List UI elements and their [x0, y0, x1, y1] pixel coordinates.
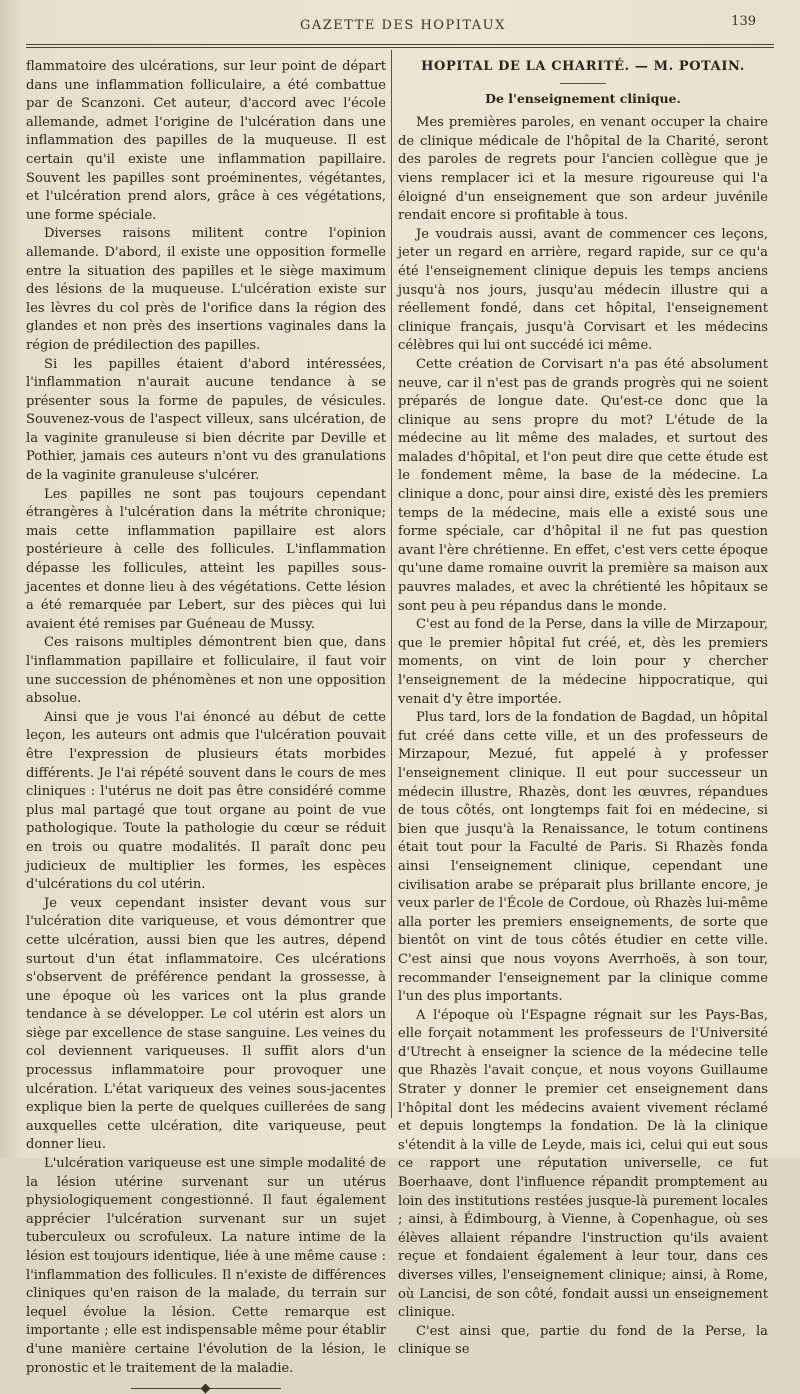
paragraph: Je veux cependant insister devant vous sur l'ulcération dite variqueuse, et vous démontrer que cette ulcération, aussi bien que les autres, dépend surtout d'un état inflammatoire. Ces ulcérations s'observent de préférence pendant la grossesse, à une époque où les varices ont la plus grande tendance à se développer. Le col utérin est alors un siège par excellence de stase sanguine. Les veines du col deviennent variqueuses. Il suffit alors d'un processus inflammatoire pour provoquer une ulcération. L'état variqueux des veines sous-jacentes explique bien la perte de quelques cuillerées de sang auxquelles cette ulcération, dite variqueuse, peut donner lieu.	[26, 895, 386, 1153]
paragraph: Cette création de Corvisart n'a pas été absolument neuve, car il n'est pas de grands progrès qui ne soient préparés de longue date. Qu'est-ce donc que la clinique au sens propre du mot? L'étude de la médecine au lit même des malades, et surtout des malades d'hôpital, et l'on peut dire que cette étude est le fondement même, la base de la médecine. La clinique a donc, pour ainsi dire, existé dès les premiers temps de la médecine, mais elle a existé sous une forme spéciale, car d'hôpital il ne fut pas question avant l'ère chrétienne. En effet, c'est vers cette époque qu'une dame romaine ouvrit la première sa maison aux pauvres malades, et avec la chrétienté les hôpitaux se sont peu à peu répandus dans le monde.	[398, 356, 768, 614]
header-rule	[26, 44, 774, 48]
journal-title: GAZETTE DES HOPITAUX	[300, 18, 506, 33]
paragraph: C'est au fond de la Perse, dans la ville de Mirzapour, que le premier hôpital fut créé, et, dès les premiers moments, on vint de loin pour y chercher l'enseignement de la médecine hippocratique, qui venait d'y être importée.	[398, 617, 768, 707]
paragraph: Ces raisons multiples démontrent bien que, dans l'inflammation papillaire et folliculaire, il faut voir une succession de phénomènes et non une opposition absolue.	[26, 635, 386, 707]
end-ornament	[131, 1388, 281, 1389]
paragraph: Plus tard, lors de la fondation de Bagdad, un hôpital fut créé dans cette ville, et un des professeurs de Mirzapour, Mezué, fut appelé à y professer l'enseignement clinique. Il eut pour successeur un médecin illustre, Rhazès, dont les œuvres, répandues de tous côtés, ont longtemps fait foi en médecine, si bien que jusqu'à la Renaissance, le totum continens était tout pour la Faculté de Paris. Si Rhazès fonda ainsi l'enseignement clinique, cependant une civilisation arabe se préparait plus brillante encore, je veux parler de l'École de Cordoue, où Rhazès lui-même alla porter les premiers enseignements, de sorte que bientôt on vint de tous côtés étudier en cette ville. C'est ainsi que nous voyons Averrhoës, à son tour, recommander l'enseignement par la clinique comme l'un des plus importants.	[398, 710, 768, 1005]
paragraph: Si les papilles étaient d'abord intéressées, l'inflammation n'aurait aucune tendance à se présenter sous la forme de papules, de vésicules. Souvenez-vous de l'aspect villeux, sans ulcération, de la vaginite granuleuse si bien décrite par Deville et Pothier, jamais ces auteurs n'ont vu des granulations de la vaginite granuleuse s'ulcérer.	[26, 356, 386, 484]
paragraph: A l'époque où l'Espagne régnait sur les Pays-Bas, elle forçait notamment les professeurs de l'Université d'Utrecht à enseigner la science de la médecine telle que Rhazès l'avait conçue, et nous voyons Guillaume Strater y donner le premier cet enseignement dans l'hôpital dont les médecins avaient vivement réclamé et depuis longtemps la fondation. De là la clinique s'étendit à la ville de Leyde, mais ici, celui qui eut sous ce rapport une réputation universelle, ce fut Boerhaave, dont l'influence répandit promptement au loin des institutions restées jusque-là purement locales ; ainsi, à Édimbourg, à Vienne, à Copenhague, où ses élèves allaient répandre l'instruction qu'ils avaient reçue et fondaient également à leur tour, dans ces diverses villes, l'enseignement clinique; ainsi, à Rome, où Lancisi, de son côté, fondait aussi un enseignement clinique.	[398, 1007, 768, 1321]
paragraph: C'est ainsi que, partie du fond de la Perse, la clinique se	[398, 1323, 768, 1358]
running-head	[0, 8, 800, 38]
page-number: 139	[731, 14, 756, 29]
paragraph: flammatoire des ulcérations, sur leur point de départ dans une inflammation folliculaire, a été combattue par de Scanzoni. Cet auteur, d'accord avec l'école allemande, admet l'origine de l'ulcération dans une inflammation des papilles de la muqueuse. Il est certain qu'il existe une inflammation papillaire. Souvent les papilles sont proéminentes, végétantes, et l'ulcération prend alors, grâce à ces végétations, une forme spéciale.	[26, 59, 386, 223]
paragraph: Diverses raisons militent contre l'opinion allemande. D'abord, il existe une opposition formelle entre la situation des papilles et le siège maximum des lésions de la muqueuse. L'ulcération existe sur les lèvres du col près de l'orifice dans la région des glandes et non près des insertions vaginales dans la région de prédilection des papilles.	[26, 226, 386, 353]
article-heading: HOPITAL DE LA CHARITÉ. — M. POTAIN.	[421, 59, 745, 74]
paragraph: L'ulcération variqueuse est une simple modalité de la lésion utérine survenant sur un utérus physiologiquement congestionné. Il faut également apprécier l'ulcération survenant sur un sujet tuberculeux ou scrofuleux. La nature intime de la lésion est toujours identique, liée à une même cause : l'inflammation des follicules. Il n'existe de différences cliniques qu'en raison de la malade, du terrain sur lequel évolue la lésion. Cette remarque est importante ; elle est indispensable même pour établir d'une manière certaine l'évolution de la lésion, le pronostic et le traitement de la maladie.	[26, 1156, 386, 1376]
article-subheading: De l'enseignement clinique.	[485, 90, 681, 106]
column-divider	[391, 50, 392, 1118]
right-column	[398, 58, 768, 1358]
paragraph: Je voudrais aussi, avant de commencer ces leçons, jeter un regard en arrière, regard rapide, sur ce qu'a été l'enseignement clinique depuis les temps anciens jusqu'à nos jours, jusqu'au médecin illustre qui a réellement fondé, dans cet hôpital, l'enseignement clinique français, jusqu'à Corvisart et les médecins célèbres qui lui ont succédé ici même.	[398, 226, 768, 354]
left-column	[26, 58, 386, 1376]
paragraph: Ainsi que je vous l'ai énoncé au début de cette leçon, les auteurs ont admis que l'ulcération pouvait être l'expression de plusieurs états morbides différents. Je l'ai répété souvent dans le cours de mes cliniques : l'utérus ne doit pas être considéré comme plus mal partagé que tout organe au point de vue pathologique. Toute la pathologie du cœur se réduit en trois ou quatre modalités. Il paraît donc peu judicieux de multiplier les formes, les espèces d'ulcérations du col utérin.	[26, 709, 386, 893]
paragraph: Mes premières paroles, en venant occuper la chaire de clinique médicale de l'hôpital de la Charité, seront des paroles de regrets pour l'ancien collègue que je viens remplacer ici et la mesure rigoureuse qui l'a éloigné d'un enseignement que son ardeur juvénile rendait encore si profitable à tous.	[398, 115, 768, 224]
heading-rule	[560, 83, 606, 84]
paragraph: Les papilles ne sont pas toujours cependant étrangères à l'ulcération dans la métrite chronique; mais cette inflammation papillaire est alors postérieure à celle des follicules. L'inflammation dépasse les follicules, atteint les papilles sous-jacentes et donne lieu à des végétations. Cette lésion a été remarquée par Lebert, sur des pièces qui lui avaient été remises par Guéneau de Mussy.	[26, 486, 386, 632]
